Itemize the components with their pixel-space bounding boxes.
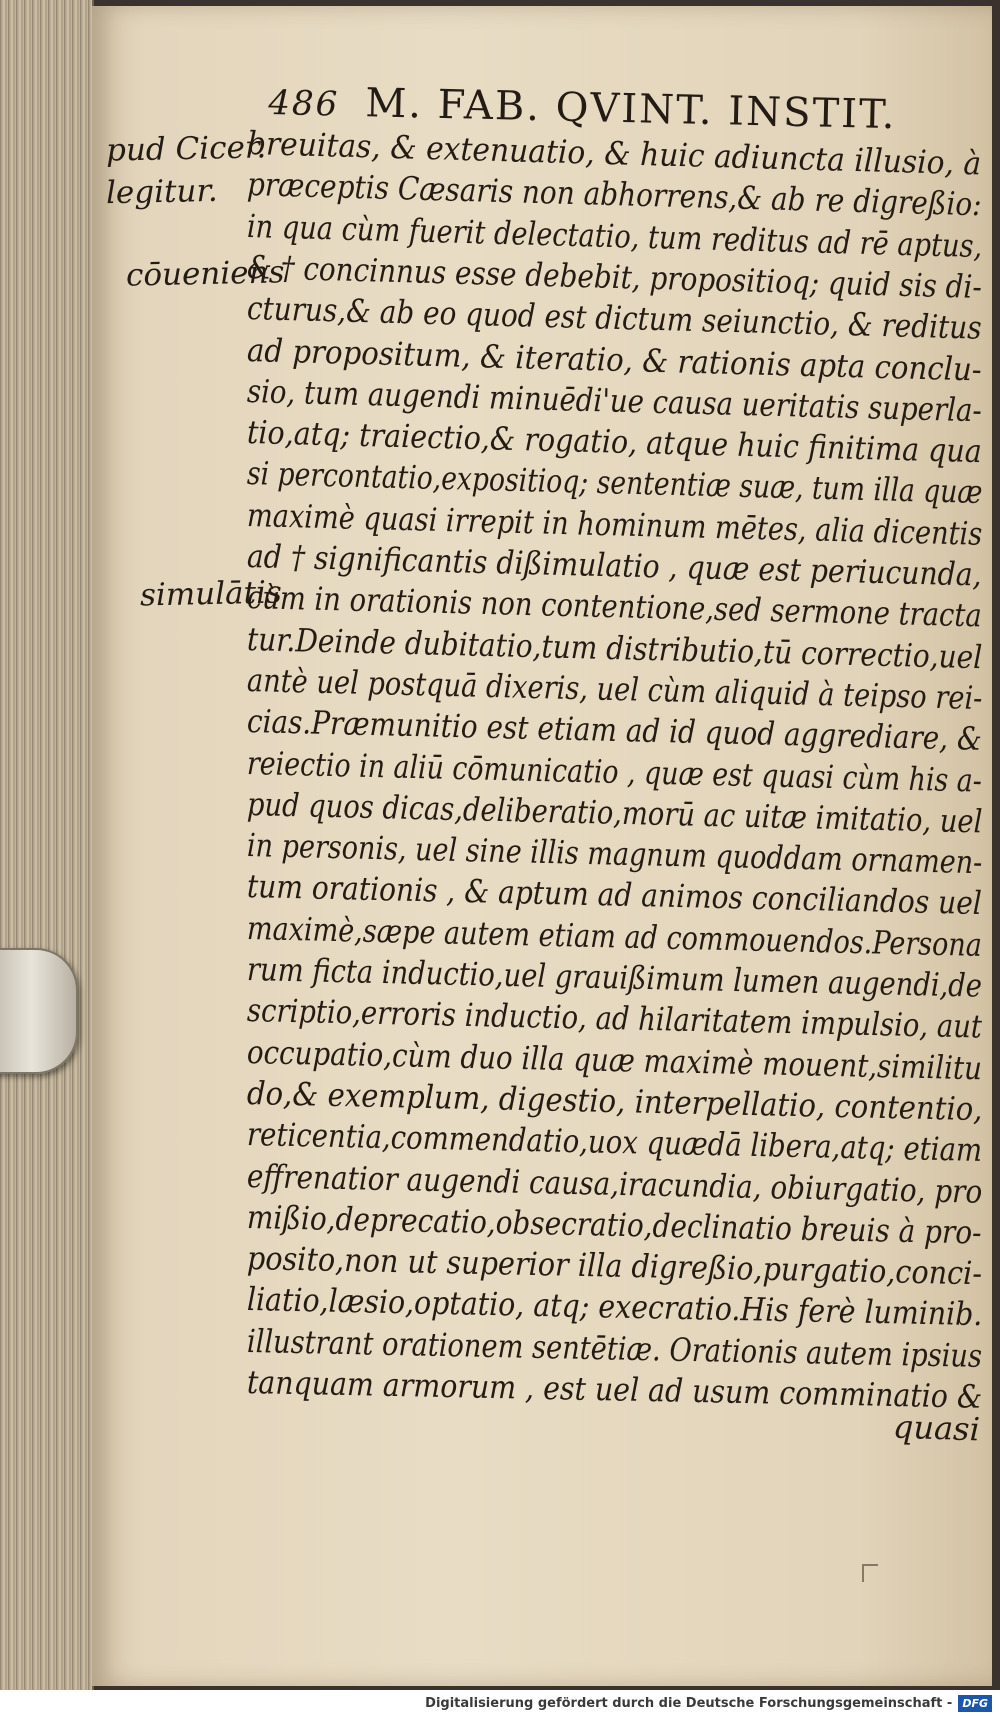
text-line: liatio,læsio,optatio, atq; execratio.His ferè luminib.	[246, 1280, 983, 1334]
page-number: 486	[267, 82, 340, 125]
text-line: antè uel postquā dixeris, uel cùm aliquid à teipso rei-	[246, 660, 983, 717]
text-line: in personis, uel sine illis magnum quoddam ornamen-	[246, 826, 983, 882]
digitization-credit: Digitalisierung gefördert durch die Deutsche Forschungsgemeinschaft -	[425, 1695, 953, 1711]
dfg-logo: DFG	[958, 1695, 992, 1712]
footer-bar	[0, 1690, 1000, 1716]
text-line: in qua cùm fuerit delectatio, tum reditus ad rē aptus,	[246, 206, 983, 265]
margin-note: pud Cicer.	[105, 129, 267, 169]
text-line: ad propositum, & iteratio, & rationis apta conclu-	[246, 330, 983, 389]
text-line: sio, tum augendi minuēdi'ue causa ueritatis superla-	[246, 371, 983, 430]
running-title: M. FAB. QVINT. INSTIT.	[364, 80, 898, 139]
text-line: præceptis Cæsaris non abhorrens,& ab re digreßio:	[246, 165, 983, 224]
text-line: maximè quasi irrepit in hominum mētes, alia dicentis	[246, 495, 983, 553]
text-line: do,& exemplum, digestio, interpellatio, contentio,	[246, 1073, 983, 1128]
text-line: posito,non ut superior illa digreßio,purgatio,conci-	[246, 1239, 983, 1293]
text-line: tum orationis , & aptum ad animos conciliandos uel	[246, 867, 983, 923]
text-line: si percontatio,expositioq; sententiæ suæ, tum illa quæ	[246, 454, 983, 512]
text-line: tanquam armorum , est uel ad usum comminatio &	[246, 1363, 983, 1416]
margin-note: cōueniens	[125, 254, 285, 294]
pen-mark	[862, 1564, 878, 1582]
text-line: illustrant orationem sentētiæ. Orationis autem ipsius	[246, 1321, 983, 1375]
text-line: ad † significantis dißimulatio , quæ est periucunda,	[246, 537, 983, 594]
text-line: cturus,& ab eo quod est dictum seiunctio, & reditus	[246, 289, 983, 347]
page-edges	[0, 0, 94, 1690]
text-line: scriptio,erroris inductio, ad hilaritatem impulsio, aut	[246, 991, 983, 1046]
text-line: mißio,deprecatio,obsecratio,declinatio breuis à pro-	[246, 1197, 982, 1252]
body-text	[247, 124, 987, 1544]
text-line: tio,atq; traiectio,& rogatio, atque huic finitima qua	[246, 413, 983, 471]
text-line: occupatio,cùm duo illa quæ maximè mouent,similitu	[246, 1032, 983, 1087]
text-line: maximè,sæpe autem etiam ad commouendos.Persona	[246, 908, 983, 964]
text-line: cias.Præmunitio est etiam ad id quod aggrediare, &	[246, 702, 983, 759]
text-line: reticentia,commendatio,uox quædā libera,atq; etiam	[246, 1115, 983, 1170]
text-line: effrenatior augendi causa,iracundia, obiurgatio, pro	[246, 1156, 983, 1211]
text-line: pud quos dicas,deliberatio,morū ac uitæ imitatio, uel	[246, 784, 983, 841]
text-line: rum ficta inductio,uel grauißimum lumen augendi,de	[246, 950, 983, 1005]
text-line: cùm in orationis non contentione,sed sermone tracta	[246, 578, 983, 635]
text-line: tur.Deinde dubitatio,tum distributio,tū correctio,uel	[246, 619, 983, 676]
text-line: & † concinnus esse debebit, propositioq; quid sis di-	[246, 247, 983, 306]
margin-notes	[105, 6, 285, 1686]
book-clasp	[0, 948, 78, 1074]
margin-note: legitur.	[105, 172, 219, 212]
book-page	[92, 6, 992, 1686]
margin-note: simulātis	[139, 574, 283, 614]
text-line: breuitas, & extenuatio, & huic adiuncta illusio, à	[246, 124, 982, 183]
text-line: reiectio in aliū cōmunicatio , quæ est quasi cùm his a-	[246, 743, 983, 800]
catchword: quasi	[892, 1407, 981, 1449]
